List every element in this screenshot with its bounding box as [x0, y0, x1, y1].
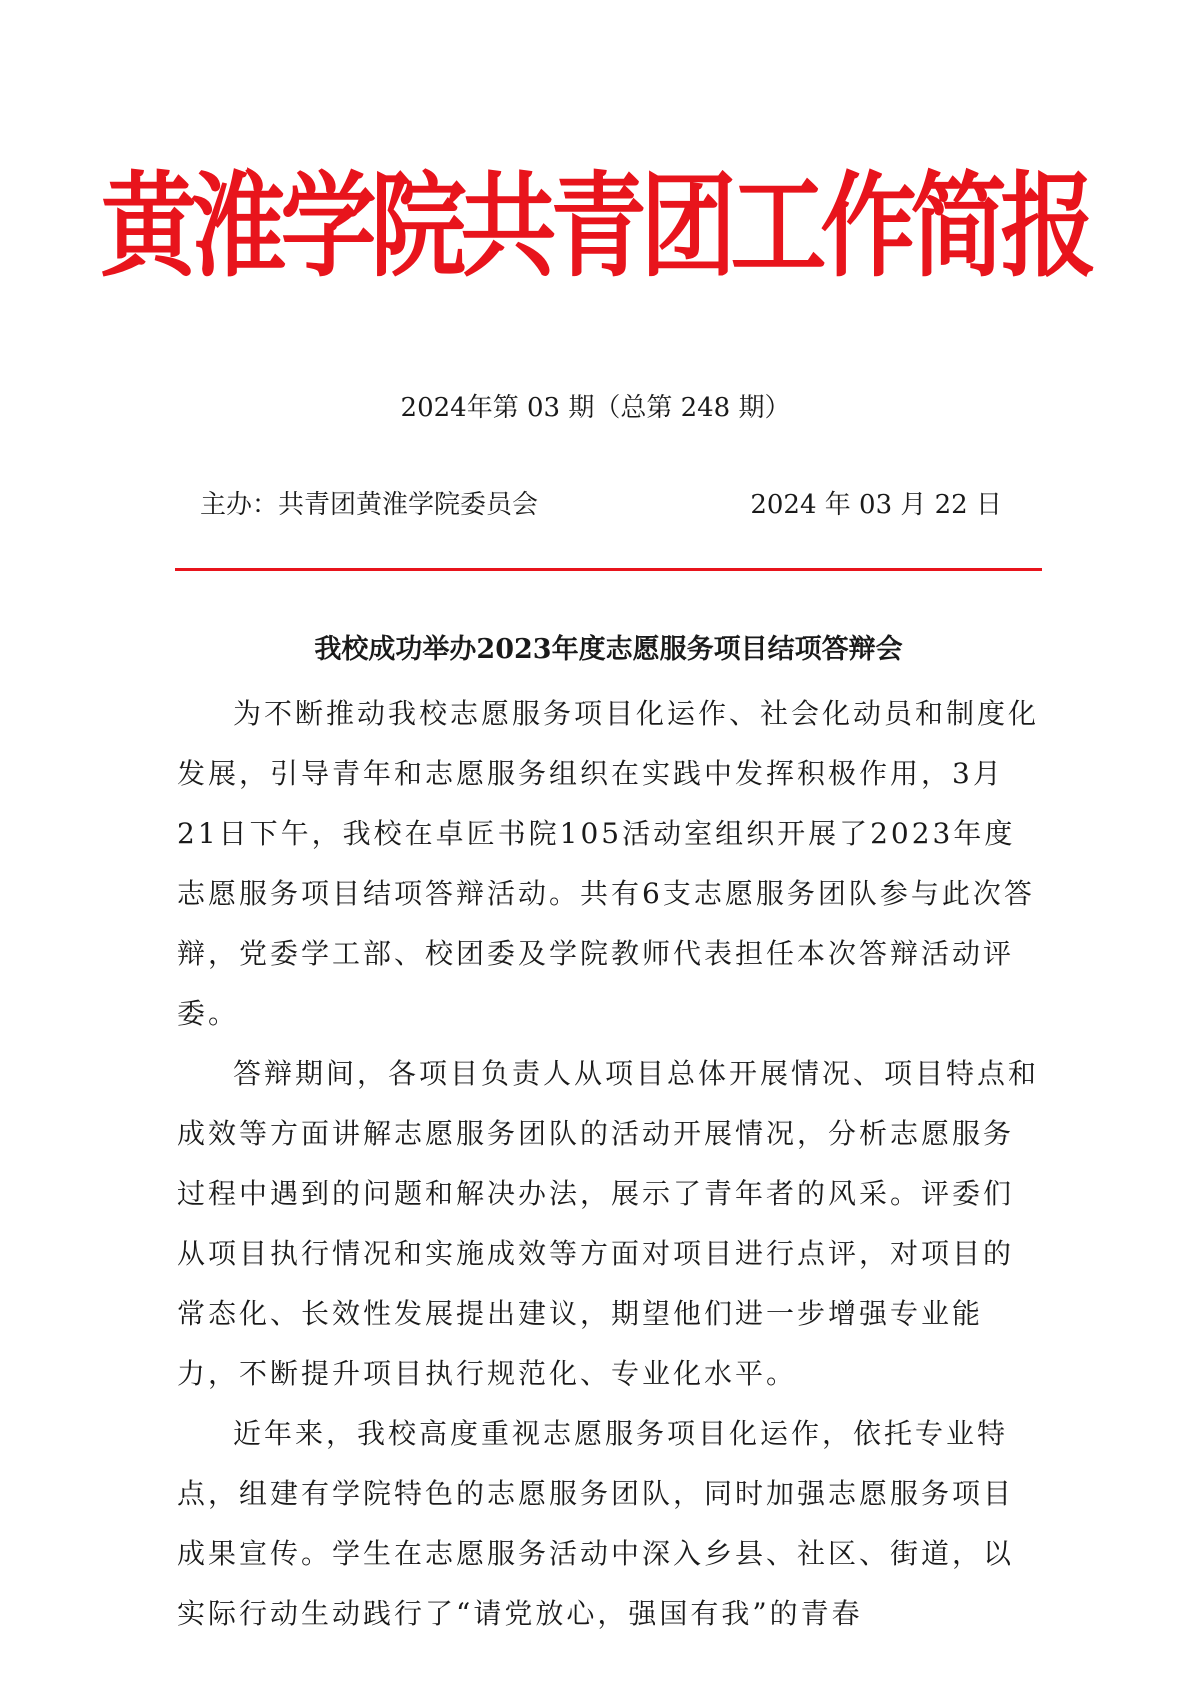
issue-number: 2024年第 03 期（总第 248 期） — [400, 393, 791, 423]
article-paragraph: 近年来，我校高度重视志愿服务项目化运作，依托专业特点，组建有学院特色的志愿服务团队，同时加强志愿服务项目成果宣传。学生在志愿服务活动中深入乡县、社区、街道，以实际行动生动践行了“请党放心，强国有我”的青春 — [177, 1417, 1015, 1630]
masthead-title: 黄淮学院共青团工作简报 — [100, 160, 1091, 293]
article-body — [177, 684, 1042, 1644]
organizer-label: 主办：共青团黄淮学院委员会 — [200, 490, 539, 520]
article-paragraph: 答辩期间，各项目负责人从项目总体开展情况、项目特点和成效等方面讲解志愿服务团队的活动开展情况，分析志愿服务过程中遇到的问题和解决办法，展示了青年者的风采。评委们从项目执行情况和实施成效等方面对项目进行点评，对项目的常态化、长效性发展提出建议，期望他们进一步增强专业能力，不断提升项目执行规范化、专业化水平。 — [177, 1057, 1040, 1390]
article-title: 我校成功举办2023年度志愿服务项目结项答辩会 — [314, 634, 903, 665]
red-divider — [175, 568, 1042, 571]
article-paragraph: 为不断推动我校志愿服务项目化运作、社会化动员和制度化发展，引导青年和志愿服务组织在实践中发挥积极作用，3月21日下午，我校在卓匠书院105活动室组织开展了2023年度志愿服务项目结项答辩活动。共有6支志愿服务团队参与此次答辩，党委学工部、校团委及学院教师代表担任本次答辩活动评委。 — [177, 697, 1040, 1030]
meta-row — [200, 492, 1002, 518]
publish-date: 2024 年 03 月 22 日 — [750, 490, 1002, 520]
